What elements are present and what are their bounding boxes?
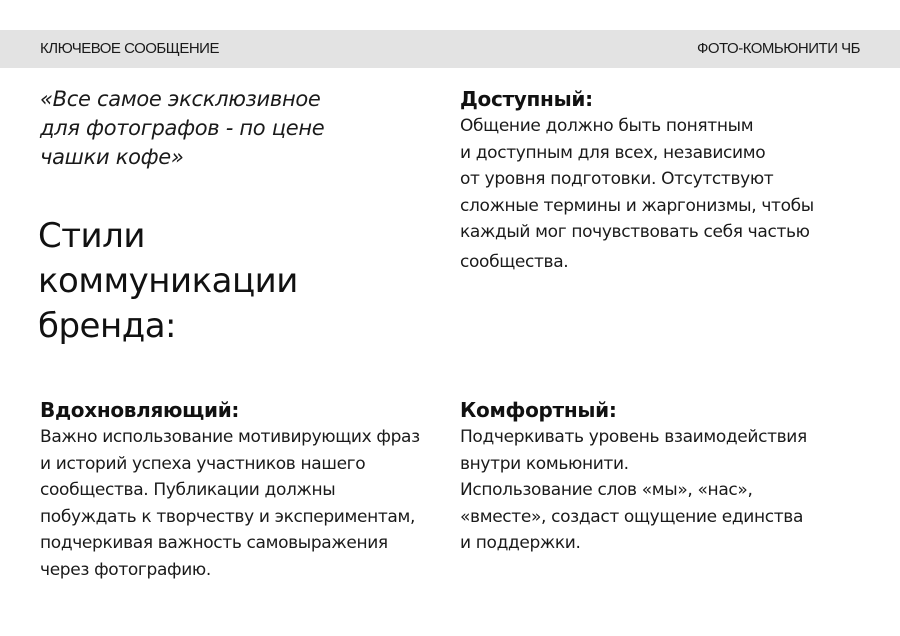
quote-line: чашки кофе» — [40, 145, 184, 169]
quote-line: «Все самое эксклюзивное — [40, 87, 321, 111]
text-line: сообщества. Публикации должны — [40, 480, 336, 500]
text-line: и поддержки. — [460, 533, 581, 553]
text-line: «вместе», создаст ощущение единства — [460, 506, 804, 527]
text-line: Важно использование мотивирующих фраз — [40, 427, 420, 447]
text-line: Общение должно быть понятным — [460, 116, 754, 136]
text-line: сложные термины и жаргонизмы, чтобы — [460, 195, 814, 216]
text-line: от уровня подготовки. Отсутствуют — [460, 169, 774, 189]
text-line: внутри комьюнити. — [460, 453, 629, 474]
quote-line: для фотографов - по цене — [40, 116, 325, 140]
style-inspiring — [40, 396, 460, 583]
style-title: Доступный: — [460, 87, 593, 111]
header-bar — [0, 30, 900, 68]
text-line: сообщества. — [460, 251, 569, 272]
text-line: через фотографию. — [40, 559, 211, 580]
key-message-quote — [40, 85, 420, 172]
text-line: побуждать к творчеству и экспериментам, — [40, 506, 416, 527]
title-line: бренда: — [38, 306, 176, 346]
text-line: каждый мог почувствовать себя частью — [460, 222, 810, 242]
style-comfortable — [460, 396, 880, 557]
style-description — [40, 424, 460, 583]
style-title: Комфортный: — [460, 398, 617, 422]
style-accessible — [460, 85, 880, 275]
title-line: Стили — [38, 216, 145, 256]
text-line: Подчеркивать уровень взаимодействия — [460, 427, 807, 447]
text-line: Использование слов «мы», «нас», — [460, 480, 753, 500]
text-line: подчеркивая важность самовыражения — [40, 533, 388, 553]
style-description — [460, 113, 880, 275]
section-label: КЛЮЧЕВОЕ СООБЩЕНИЕ — [40, 40, 219, 57]
text-line: и доступным для всех, независимо — [460, 142, 766, 163]
style-title: Вдохновляющий: — [40, 398, 240, 422]
style-description — [460, 424, 880, 557]
text-line: и историй успеха участников нашего — [40, 453, 366, 474]
page-title — [38, 214, 418, 349]
community-name: ФОТО-КОМЬЮНИТИ ЧБ — [696, 40, 860, 57]
title-line: коммуникации — [38, 261, 298, 301]
